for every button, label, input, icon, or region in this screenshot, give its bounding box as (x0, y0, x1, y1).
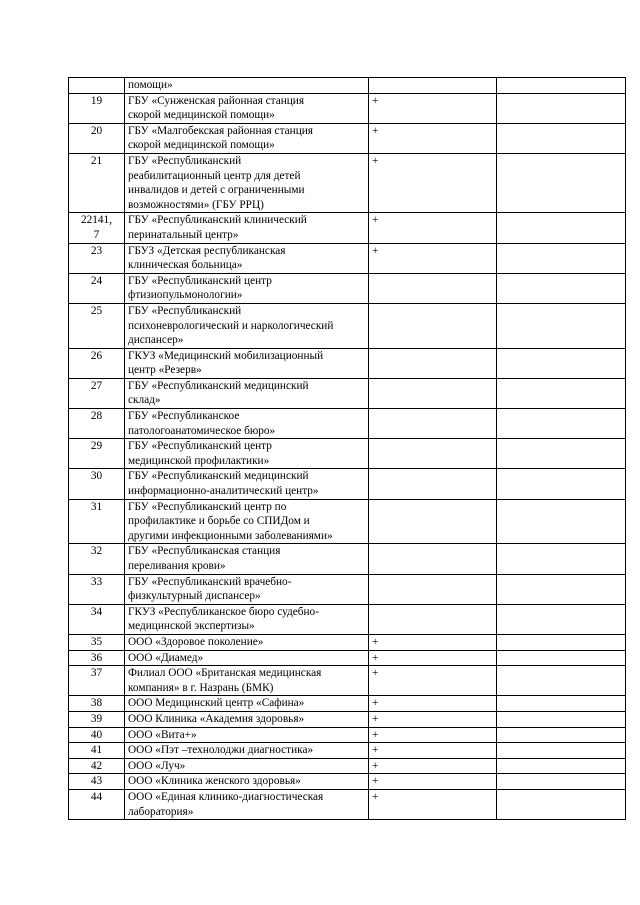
participation-mark: + (369, 153, 497, 212)
row-number (69, 666, 125, 696)
extra-cell (497, 153, 626, 212)
row-number (69, 758, 125, 774)
organization-name (125, 743, 369, 759)
organization-name-text: ГБУ «Республиканский реабилитационный центр для детей инвалидов и детей с ограниченными возможностями» (ГБУ РРЦ) (128, 154, 305, 211)
table-row (69, 123, 626, 153)
organization-name (125, 78, 369, 94)
participation-mark: + (369, 666, 497, 696)
table-row (69, 243, 626, 273)
organization-name (125, 123, 369, 153)
row-number (69, 153, 125, 212)
extra-cell (497, 273, 626, 303)
row-number-text: 30 (90, 470, 103, 483)
row-number (69, 378, 125, 408)
organization-name-text: ГБУ «Республиканский медицинский информационно-аналитический центр» (128, 470, 319, 498)
row-number (69, 499, 125, 544)
organization-name (125, 153, 369, 212)
table-row (69, 696, 626, 712)
extra-cell (497, 604, 626, 634)
table-row (69, 574, 626, 604)
extra-cell (497, 469, 626, 499)
participation-mark (369, 409, 497, 439)
participation-mark: + (369, 650, 497, 666)
row-number (69, 544, 125, 574)
participation-mark (369, 604, 497, 634)
organization-name (125, 634, 369, 650)
extra-cell (497, 789, 626, 819)
table-row (69, 348, 626, 378)
organization-name-text: ГБУ «Республиканский центр по профилактике и борьбе со СПИДом и другими инфекционными заболеваниями» (128, 500, 333, 542)
row-number (69, 409, 125, 439)
participation-mark (369, 303, 497, 348)
row-number (69, 123, 125, 153)
table-row (69, 409, 626, 439)
participation-mark: + (369, 213, 497, 243)
organizations-table (68, 77, 626, 820)
row-number (69, 348, 125, 378)
organization-name (125, 243, 369, 273)
row-number (69, 774, 125, 790)
row-number-text: 34 (90, 605, 103, 618)
extra-cell (497, 774, 626, 790)
row-number-text: 23 (90, 244, 103, 257)
table-row (69, 544, 626, 574)
organization-name-text: ГБУ «Республиканский врачебно- физкультурный диспансер» (128, 575, 292, 603)
row-number-text: 20 (90, 124, 103, 137)
table-row (69, 604, 626, 634)
row-number-text: 33 (90, 575, 103, 588)
organization-name (125, 604, 369, 634)
extra-cell (497, 711, 626, 727)
extra-cell (497, 348, 626, 378)
organization-name (125, 727, 369, 743)
row-number-text: 24 (90, 274, 103, 287)
row-number (69, 743, 125, 759)
table-row (69, 650, 626, 666)
row-number-text: 44 (90, 790, 103, 803)
extra-cell (497, 696, 626, 712)
organization-name-text: ГКУЗ «Республиканское бюро судебно- медицинской экспертизы» (128, 605, 319, 633)
participation-mark (369, 439, 497, 469)
row-number (69, 696, 125, 712)
organization-name-text: ГБУЗ «Детская республиканская клиническая больница» (128, 244, 286, 272)
organization-name (125, 213, 369, 243)
row-number-text: 38 (90, 697, 103, 710)
table-row (69, 469, 626, 499)
organization-name (125, 378, 369, 408)
organization-name-text: ООО «Здоровое поколение» (128, 635, 264, 648)
table-row (69, 499, 626, 544)
organization-name-text: ГБУ «Республиканский центр фтизиопульмонологии» (128, 274, 272, 302)
row-number-text: 29 (90, 440, 103, 453)
row-number (69, 634, 125, 650)
table-row (69, 378, 626, 408)
organization-name-text: ГБУ «Сунженская районная станция скорой медицинской помощи» (128, 94, 305, 122)
organization-name (125, 544, 369, 574)
organization-name (125, 666, 369, 696)
table-row (69, 273, 626, 303)
organization-name-text: ООО Клиника «Академия здоровья» (128, 712, 305, 725)
table-row (69, 93, 626, 123)
organization-name (125, 303, 369, 348)
extra-cell (497, 650, 626, 666)
row-number (69, 604, 125, 634)
row-number-text: 37 (90, 667, 103, 680)
row-number (69, 213, 125, 243)
table-row (69, 439, 626, 469)
participation-mark: + (369, 743, 497, 759)
extra-cell (497, 634, 626, 650)
organization-name-text: ООО «Пэт –технолоджи диагностика» (128, 744, 314, 757)
organization-name-text: ГБУ «Малгобекская районная станция скорой медицинской помощи» (128, 124, 313, 152)
organization-name (125, 93, 369, 123)
row-number-text: 40 (90, 728, 103, 741)
organization-name (125, 273, 369, 303)
participation-mark: + (369, 789, 497, 819)
extra-cell (497, 574, 626, 604)
extra-cell (497, 666, 626, 696)
row-number-text: 22141, 7 (80, 214, 113, 241)
extra-cell (497, 93, 626, 123)
row-number-text: 43 (90, 775, 103, 788)
participation-mark: + (369, 123, 497, 153)
extra-cell (497, 758, 626, 774)
participation-mark (369, 469, 497, 499)
table-body (69, 78, 626, 820)
participation-mark: + (369, 634, 497, 650)
extra-cell (497, 378, 626, 408)
organization-name (125, 789, 369, 819)
table-row (69, 153, 626, 212)
table-row (69, 743, 626, 759)
row-number-text: 39 (90, 712, 103, 725)
organization-name (125, 499, 369, 544)
extra-cell (497, 439, 626, 469)
extra-cell (497, 303, 626, 348)
row-number-text: 31 (90, 500, 103, 513)
row-number (69, 273, 125, 303)
organization-name (125, 409, 369, 439)
participation-mark (369, 348, 497, 378)
table-row (69, 789, 626, 819)
participation-mark (369, 378, 497, 408)
row-number-text: 35 (90, 635, 103, 648)
participation-mark: + (369, 711, 497, 727)
row-number-text: 32 (90, 545, 103, 558)
organization-name (125, 758, 369, 774)
row-number (69, 711, 125, 727)
organization-name (125, 574, 369, 604)
organization-name-text: ГБУ «Республиканский медицинский склад» (128, 379, 309, 407)
participation-mark (369, 574, 497, 604)
extra-cell (497, 544, 626, 574)
extra-cell (497, 743, 626, 759)
row-number-text: 25 (90, 304, 103, 317)
organization-name (125, 439, 369, 469)
organization-name (125, 650, 369, 666)
row-number-text: 41 (90, 744, 103, 757)
row-number (69, 303, 125, 348)
row-number (69, 93, 125, 123)
extra-cell (497, 243, 626, 273)
extra-cell (497, 409, 626, 439)
table-row (69, 213, 626, 243)
row-number-text: 28 (90, 410, 103, 423)
organization-name-text: Филиал ООО «Британская медицинская компания» в г. Назрань (БМК) (128, 667, 322, 694)
table-row (69, 711, 626, 727)
organization-name-text: ООО «Единая клинико-диагностическая лаборатория» (128, 790, 324, 818)
table-row (69, 634, 626, 650)
row-number-text: 19 (90, 94, 103, 107)
participation-mark (369, 78, 497, 94)
organization-name-text: ГБУ «Республиканский центр медицинской профилактики» (128, 440, 272, 467)
participation-mark (369, 544, 497, 574)
organization-name-text: ГБУ «Республиканское патологоанатомическое бюро» (128, 410, 276, 437)
row-number (69, 243, 125, 273)
table-row (69, 758, 626, 774)
organization-name-text: ООО «Диамед» (128, 651, 204, 664)
participation-mark: + (369, 93, 497, 123)
organization-name-text: ООО «Вита+» (128, 728, 197, 741)
row-number-text: 21 (90, 154, 103, 167)
extra-cell (497, 213, 626, 243)
row-number-text: 26 (90, 349, 103, 362)
participation-mark: + (369, 696, 497, 712)
organization-name-text: ООО «Клиника женского здоровья» (128, 775, 301, 788)
organization-name (125, 774, 369, 790)
organization-name (125, 348, 369, 378)
organization-name-text: ГБУ «Республиканская станция переливания крови» (128, 545, 281, 572)
row-number (69, 574, 125, 604)
row-number (69, 439, 125, 469)
participation-mark (369, 499, 497, 544)
row-number-text: 27 (90, 379, 103, 392)
participation-mark: + (369, 758, 497, 774)
participation-mark (369, 273, 497, 303)
organization-name-text: ООО Медицинский центр «Сафина» (128, 697, 305, 710)
row-number (69, 650, 125, 666)
table-row (69, 666, 626, 696)
organization-name-text: ООО «Луч» (128, 759, 186, 772)
organization-name (125, 711, 369, 727)
row-number (69, 789, 125, 819)
row-number (69, 727, 125, 743)
organization-name-text: ГКУЗ «Медицинский мобилизационный центр «Резерв» (128, 349, 324, 377)
table-row (69, 774, 626, 790)
organization-name-text: ГБУ «Республиканский психоневрологический и наркологический диспансер» (128, 304, 334, 347)
participation-mark: + (369, 243, 497, 273)
organization-name (125, 469, 369, 499)
table-row (69, 78, 626, 94)
row-number-text: 36 (90, 651, 103, 664)
extra-cell (497, 499, 626, 544)
row-number (69, 78, 125, 94)
extra-cell (497, 78, 626, 94)
row-number (69, 469, 125, 499)
organization-name (125, 696, 369, 712)
participation-mark: + (369, 727, 497, 743)
row-number-text: 42 (90, 759, 103, 772)
organization-name-text: ГБУ «Республиканский клинический перинатальный центр» (128, 214, 307, 241)
table-row (69, 303, 626, 348)
extra-cell (497, 123, 626, 153)
extra-cell (497, 727, 626, 743)
organization-name-text: помощи» (128, 79, 173, 91)
table-row (69, 727, 626, 743)
participation-mark: + (369, 774, 497, 790)
